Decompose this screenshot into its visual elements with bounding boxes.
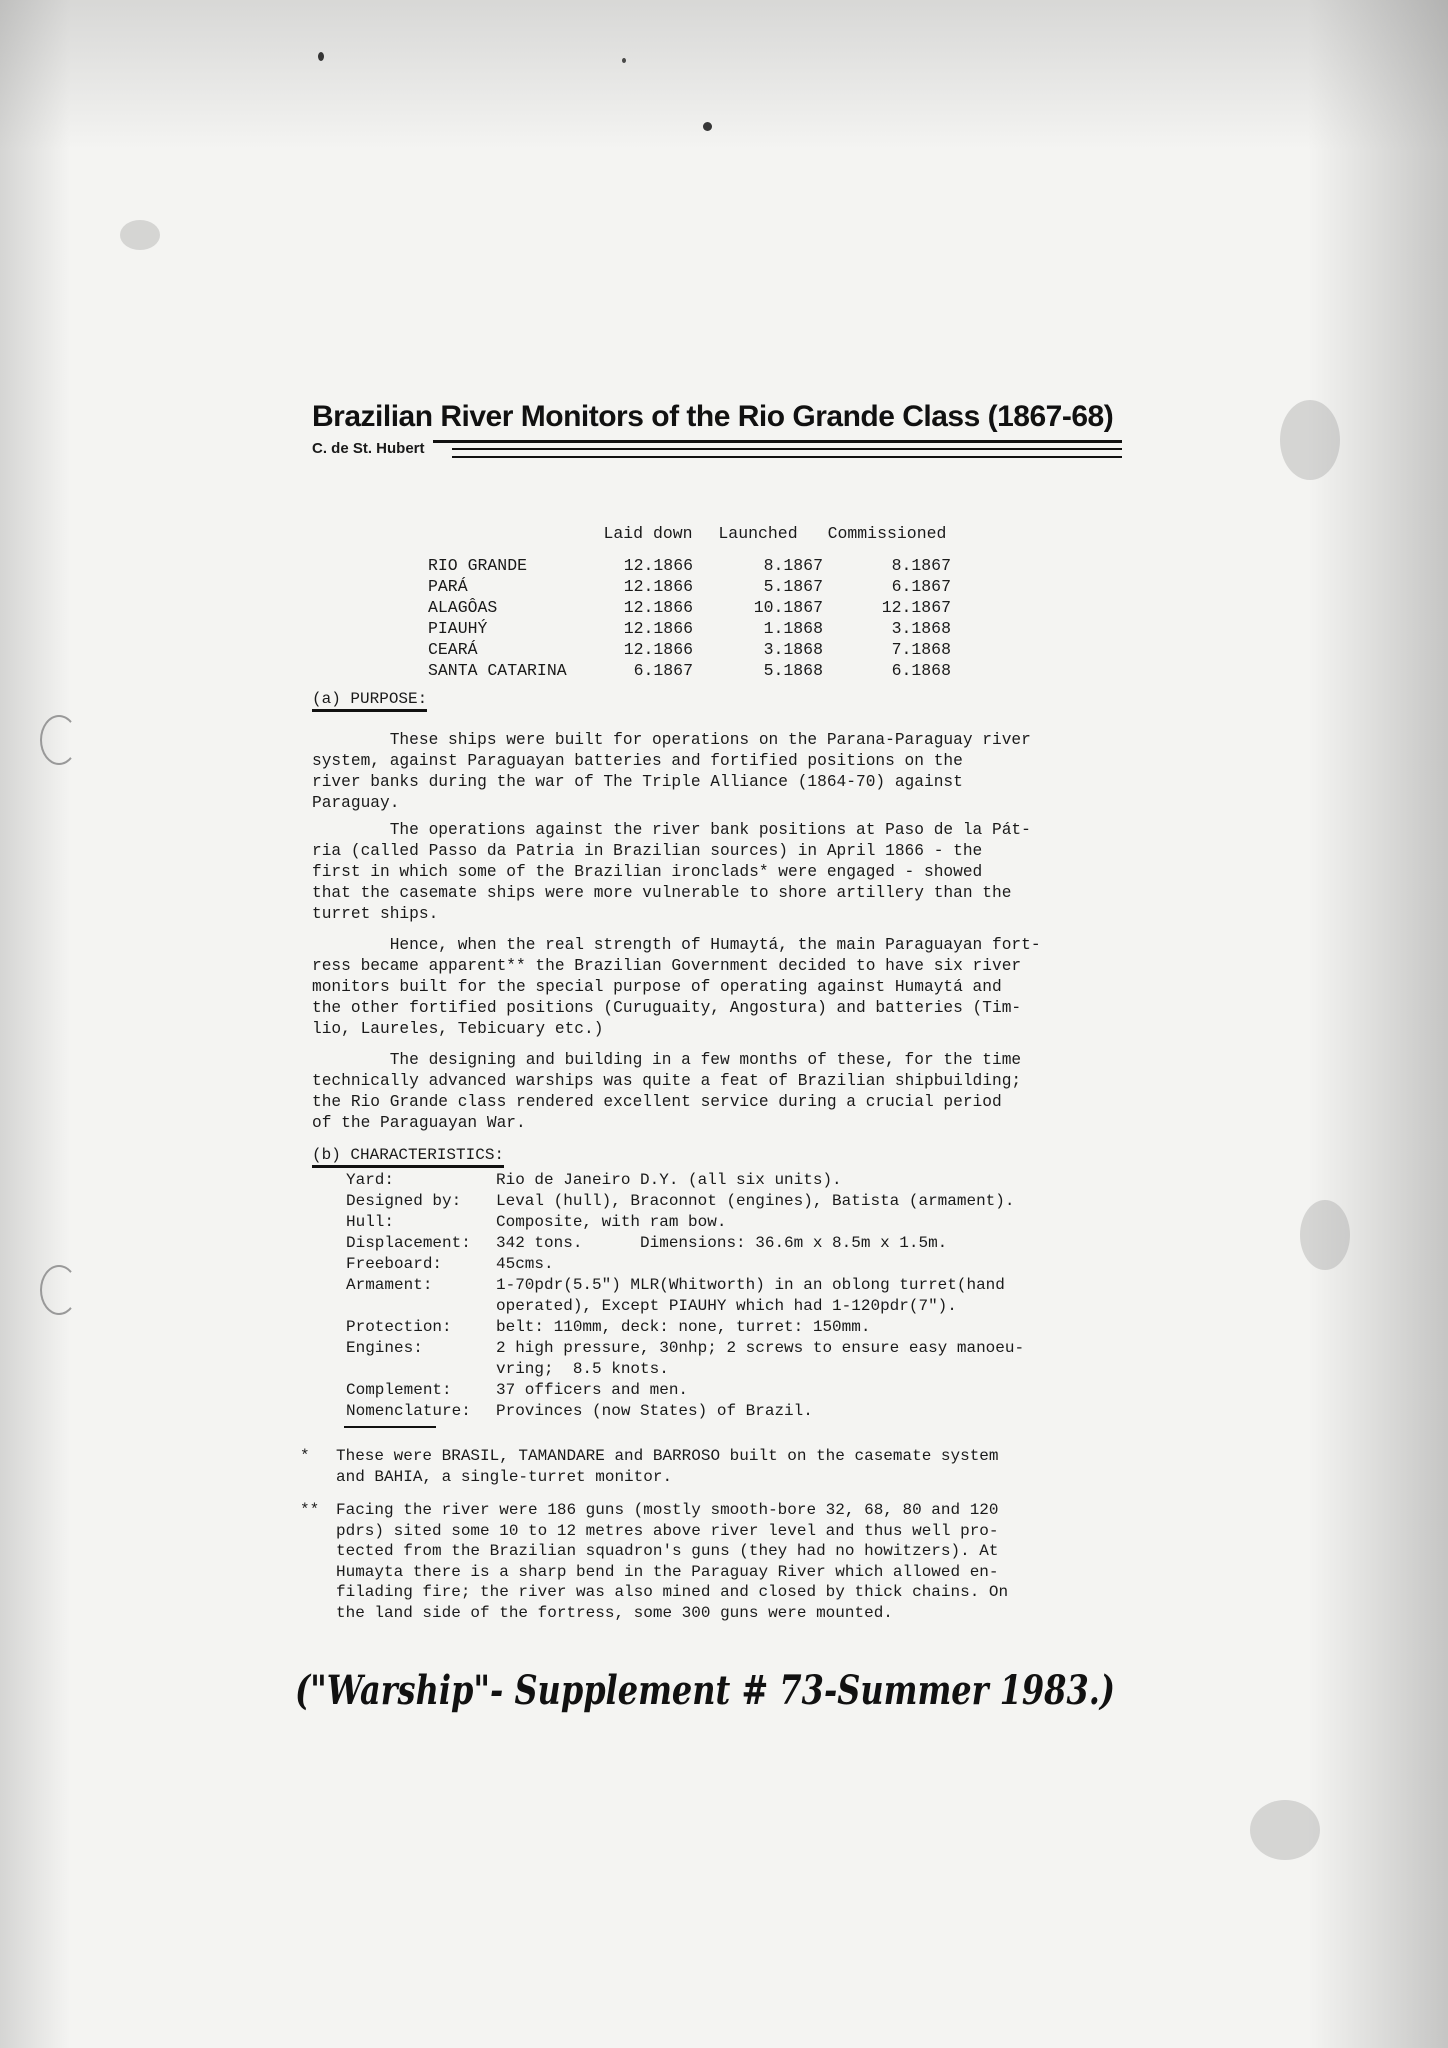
value-line: operated), Except PIAUHY which had 1-120pdr(7"). — [496, 1297, 957, 1315]
launched-date: 8.1867 — [763, 556, 823, 575]
text-line: turret ships. — [312, 905, 439, 923]
commissioned-date: 3.1868 — [891, 619, 951, 638]
characteristic-value: Provinces (now States) of Brazil. — [496, 1402, 813, 1420]
footnote-2 — [300, 1500, 1008, 1623]
ships-table — [428, 523, 951, 681]
characteristic-row — [346, 1170, 1024, 1191]
footnote-text — [336, 1446, 999, 1487]
characteristic-row — [346, 1380, 1024, 1401]
scan-speckle — [622, 58, 626, 63]
text-line: Facing the river were 186 guns (mostly smooth-bore 32, 68, 80 and 120 — [336, 1501, 999, 1519]
scan-speckle — [1250, 1800, 1320, 1860]
ship-name: ALAGÔAS — [428, 598, 498, 617]
punch-hole — [40, 715, 78, 765]
characteristic-row — [346, 1275, 1024, 1317]
characteristic-label: Freeboard: — [346, 1255, 443, 1273]
text-line: Humayta there is a sharp bend in the Paraguay River which allowed en- — [336, 1562, 999, 1581]
ship-name: PARÁ — [428, 577, 468, 596]
text-line: These ships were built for operations on the Parana-Paraguay river — [312, 731, 1031, 749]
laid-down-date: 12.1866 — [623, 556, 693, 575]
scan-speckle — [120, 220, 160, 250]
commissioned-date: 7.1868 — [891, 640, 951, 659]
table-row — [428, 555, 951, 576]
commissioned-date: 6.1868 — [891, 661, 951, 680]
title-double-rule — [452, 448, 1122, 458]
column-header-name — [428, 523, 603, 555]
table-row — [428, 639, 951, 660]
footnote-marker: * — [300, 1447, 310, 1465]
characteristic-label: Armament: — [346, 1276, 433, 1294]
launched-date: 1.1868 — [763, 619, 823, 638]
text-line: the Rio Grande class rendered excellent service during a crucial period — [312, 1093, 1002, 1111]
characteristic-label: Engines: — [346, 1339, 423, 1357]
footnote-separator — [344, 1426, 436, 1428]
text-line: pdrs) sited some 10 to 12 metres above river level and thus well pro- — [336, 1521, 999, 1540]
launched-date: 5.1868 — [763, 661, 823, 680]
laid-down-date: 6.1867 — [633, 661, 693, 680]
launched-date: 10.1867 — [753, 598, 823, 617]
title-underline — [312, 440, 1122, 443]
handwritten-text: ("Warship"- Supplement # 73-Summer 1983.) — [295, 1667, 1115, 1714]
text-line: filading fire; the river was also mined and closed by thick chains. On — [336, 1583, 1009, 1601]
purpose-paragraph-2 — [312, 820, 1092, 925]
characteristic-row — [346, 1233, 1024, 1254]
footnote-1 — [300, 1446, 999, 1487]
characteristics-heading-text: (b) CHARACTERISTICS: — [312, 1146, 504, 1168]
characteristic-row — [346, 1254, 1024, 1275]
laid-down-date: 12.1866 — [623, 619, 693, 638]
text-line: system, against Paraguayan batteries and fortified positions on the — [312, 752, 963, 770]
characteristic-label: Yard: — [346, 1171, 395, 1189]
footnote-marker: ** — [300, 1501, 320, 1519]
characteristic-label: Displacement: — [346, 1234, 471, 1252]
text-line: Hence, when the real strength of Humaytá, the main Paraguayan fort- — [312, 936, 1041, 954]
article-title: Brazilian River Monitors of the Rio Grande Class (1867-68) — [312, 400, 1114, 433]
scan-noise-top — [0, 0, 1448, 150]
text-line: Paraguay. — [312, 794, 400, 812]
laid-down-date: 12.1866 — [623, 598, 693, 617]
text-line: ria (called Passo da Patria in Brazilian sources) in April 1866 - the — [312, 842, 983, 860]
scan-speckle — [1300, 1200, 1350, 1270]
text-line: tected from the Brazilian squadron's guns (they had no howitzers). At — [336, 1542, 999, 1560]
table-header-row — [428, 523, 951, 555]
value-line: vring; 8.5 knots. — [496, 1360, 669, 1378]
handwritten-source-note — [295, 1650, 1125, 1725]
text-line: river banks during the war of The Triple Alliance (1864-70) against — [312, 773, 963, 791]
footnote-text — [336, 1500, 1008, 1623]
table-row — [428, 597, 951, 618]
laid-down-date: 12.1866 — [623, 640, 693, 659]
table-row — [428, 660, 951, 681]
characteristic-value — [496, 1275, 1024, 1317]
characteristic-value — [496, 1338, 1024, 1380]
characteristic-label: Hull: — [346, 1213, 395, 1231]
purpose-paragraph-1 — [312, 730, 1092, 814]
ship-name: CEARÁ — [428, 640, 478, 659]
text-line: the other fortified positions (Curuguaity, Angostura) and batteries (Tim- — [312, 999, 1022, 1017]
table-row — [428, 576, 951, 597]
purpose-paragraph-3 — [312, 935, 1092, 1040]
purpose-heading-text: (a) PURPOSE: — [312, 690, 427, 712]
characteristic-row — [346, 1191, 1024, 1212]
ship-name: SANTA CATARINA — [428, 661, 567, 680]
laid-down-date: 12.1866 — [623, 577, 693, 596]
scan-speckle — [318, 52, 324, 61]
purpose-paragraph-4 — [312, 1050, 1092, 1134]
characteristic-value: 37 officers and men. — [496, 1381, 689, 1399]
text-line: first in which some of the Brazilian ironclads* were engaged - showed — [312, 863, 983, 881]
value-line: 2 high pressure, 30nhp; 2 screws to ensure easy manoeu- — [496, 1339, 1025, 1357]
purpose-heading — [312, 690, 427, 712]
text-line: that the casemate ships were more vulnerable to shore artillery than the — [312, 884, 1012, 902]
punch-hole — [40, 1265, 78, 1315]
column-header-commissioned: Commissioned — [827, 523, 947, 543]
characteristic-label: Designed by: — [346, 1192, 462, 1210]
characteristic-row — [346, 1212, 1024, 1233]
characteristic-value: belt: 110mm, deck: none, turret: 150mm. — [496, 1318, 871, 1336]
ship-name: RIO GRANDE — [428, 556, 528, 575]
characteristic-value: 342 tons. Dimensions: 36.6m x 8.5m x 1.5m. — [496, 1234, 948, 1252]
text-line: the land side of the fortress, some 300 guns were mounted. — [336, 1603, 893, 1622]
characteristic-label: Nomenclature: — [346, 1402, 471, 1420]
column-header-laid-down: Laid down — [603, 523, 693, 543]
characteristic-row — [346, 1338, 1024, 1380]
ship-name: PIAUHÝ — [428, 619, 488, 638]
characteristic-row — [346, 1317, 1024, 1338]
characteristic-label: Protection: — [346, 1318, 452, 1336]
commissioned-date: 6.1867 — [891, 577, 951, 596]
characteristic-label: Complement: — [346, 1381, 452, 1399]
scan-noise-right — [1308, 0, 1448, 2048]
launched-date: 3.1868 — [763, 640, 823, 659]
characteristics-list — [346, 1170, 1024, 1422]
text-line: and BAHIA, a single-turret monitor. — [336, 1467, 673, 1486]
text-line: of the Paraguayan War. — [312, 1114, 526, 1132]
text-line: These were BRASIL, TAMANDARE and BARROSO built on the casemate system — [336, 1447, 999, 1465]
value-line: 1-70pdr(5.5") MLR(Whitworth) in an oblong turret(hand — [496, 1276, 1005, 1294]
scan-noise-left — [0, 0, 70, 2048]
characteristic-value: Leval (hull), Braconnot (engines), Batista (armament). — [496, 1192, 1015, 1210]
text-line: ress became apparent** the Brazilian Government decided to have six river — [312, 957, 1022, 975]
commissioned-date: 12.1867 — [881, 598, 951, 617]
launched-date: 5.1867 — [763, 577, 823, 596]
text-line: The operations against the river bank positions at Paso de la Pát- — [312, 821, 1031, 839]
characteristic-value: Composite, with ram bow. — [496, 1213, 727, 1231]
scan-speckle — [703, 122, 712, 131]
text-line: lio, Laureles, Tebicuary etc.) — [312, 1020, 604, 1038]
characteristic-value: 45cms. — [496, 1255, 554, 1273]
commissioned-date: 8.1867 — [891, 556, 951, 575]
article-author: C. de St. Hubert — [312, 440, 433, 457]
scan-speckle — [1280, 400, 1340, 480]
characteristics-heading — [312, 1146, 504, 1168]
column-header-launched: Launched — [718, 523, 798, 543]
characteristic-row — [346, 1401, 1024, 1422]
text-line: monitors built for the special purpose of operating against Humaytá and — [312, 978, 1002, 996]
text-line: The designing and building in a few months of these, for the time — [312, 1051, 1022, 1069]
text-line: technically advanced warships was quite a feat of Brazilian shipbuilding; — [312, 1072, 1022, 1090]
table-row — [428, 618, 951, 639]
characteristic-value: Rio de Janeiro D.Y. (all six units). — [496, 1171, 842, 1189]
